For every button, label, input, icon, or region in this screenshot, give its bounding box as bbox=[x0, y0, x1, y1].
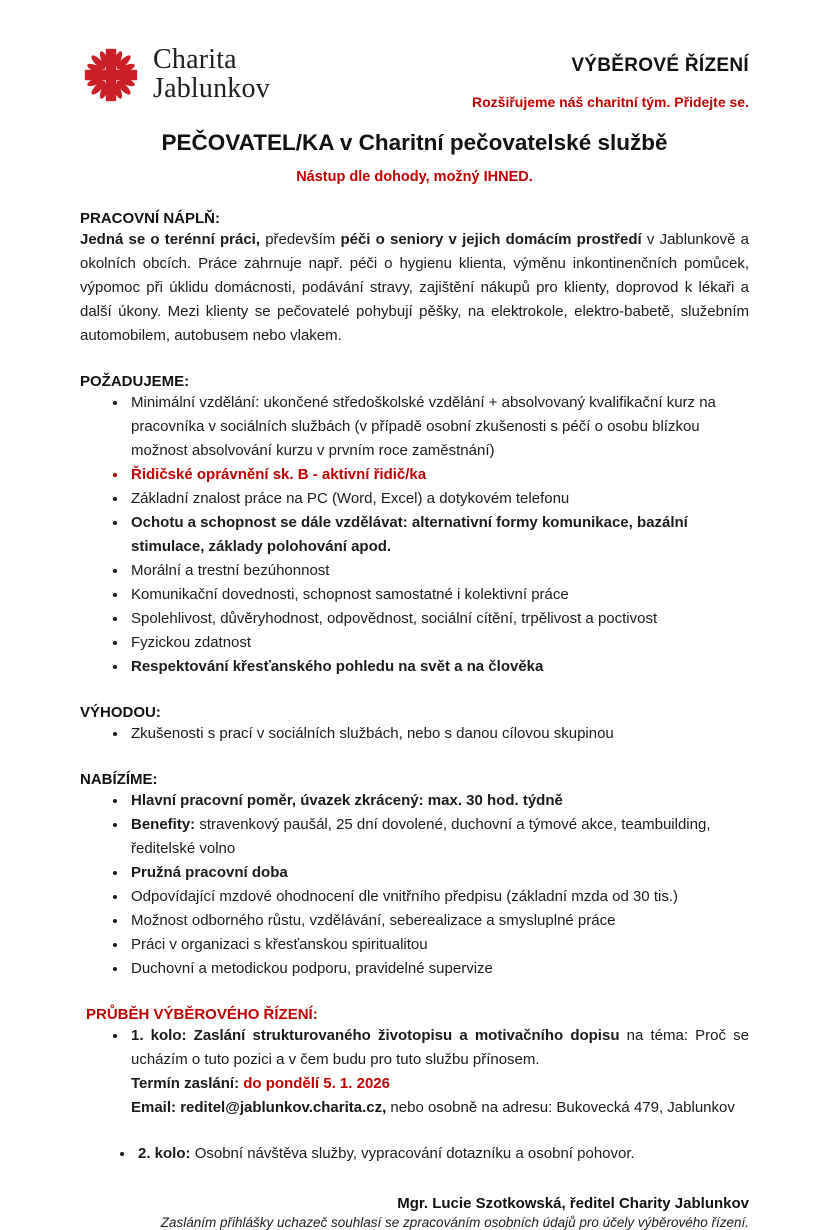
page-footer bbox=[80, 1195, 749, 1230]
text-run: do pondělí 5. 1. 2026 bbox=[243, 1075, 390, 1092]
section-pozadujeme bbox=[80, 373, 749, 679]
text-run: Benefity: bbox=[131, 816, 200, 833]
logo bbox=[80, 42, 270, 108]
text-run: Komunikační dovednosti, schopnost samostatné i kolektivní práce bbox=[131, 586, 569, 603]
text-run: péči o seniory v jejich domácím prostředí bbox=[340, 231, 647, 248]
text-run: Možnost odborného růstu, vzdělávání, seberealizace a smysluplné práce bbox=[131, 912, 616, 929]
list-item bbox=[128, 957, 749, 981]
text-run: Základní znalost práce na PC (Word, Excel) a dotykovém telefonu bbox=[131, 490, 570, 507]
signature: Mgr. Lucie Szotkowská, ředitel Charity Jablunkov bbox=[397, 1195, 749, 1212]
list-item bbox=[128, 655, 749, 679]
text-run: Termín zaslání: bbox=[131, 1075, 244, 1092]
text-run: Hlavní pracovní poměr, úvazek zkrácený: max. 30 hod. týdně bbox=[131, 792, 563, 809]
text-run: Řidičské oprávnění sk. B - aktivní řidič/ka bbox=[131, 466, 427, 483]
bullet-list bbox=[80, 722, 749, 746]
text-run: Respektování křesťanského pohledu na svět a na člověka bbox=[131, 658, 544, 675]
list-item bbox=[128, 631, 749, 655]
section-pracovni-napln bbox=[80, 210, 754, 348]
text-run: Spolehlivost, důvěryhodnost, odpovědnost, sociální cítění, trpělivost a poctivost bbox=[131, 610, 658, 627]
section-heading: PRŮBĚH VÝBĚROVÉHO ŘÍZENÍ: bbox=[86, 1006, 318, 1023]
section-vyhodou bbox=[80, 704, 749, 746]
list-item bbox=[128, 861, 749, 885]
logo-line-2: Jablunkov bbox=[153, 73, 270, 104]
section-heading: POŽADUJEME: bbox=[80, 373, 190, 390]
text-run: Morální a trestní bezúhonnost bbox=[131, 562, 330, 579]
text-run: Jedná se o terénní práci, bbox=[80, 231, 266, 248]
list-item bbox=[128, 391, 749, 463]
consent-note: Zasláním přihlášky uchazeč souhlasí se zpracováním osobních údajů pro účely výběrového řízení. bbox=[160, 1215, 749, 1230]
sections-container bbox=[80, 210, 754, 1166]
section-prubeh-rizeni bbox=[80, 1006, 754, 1166]
text-run: Odpovídající mzdové ohodnocení dle vnitřního předpisu (základní mzda od 30 tis.) bbox=[131, 888, 678, 905]
list-item bbox=[128, 583, 749, 607]
list-item bbox=[128, 487, 749, 511]
section-paragraph bbox=[80, 228, 754, 348]
email-address: reditel@jablunkov.charita.cz, bbox=[180, 1099, 387, 1116]
section-heading: PRACOVNÍ NÁPLŇ: bbox=[80, 210, 221, 227]
text-run: v Jablunkově a okolních obcích. Práce zahrnuje např. péči o hygienu klienta, výměnu inkontinenčních pomůcek, výpomoc při úklidu domácnosti, podávání stravy, zajištění nákupů pro klienty, doprovod k lékaři a další úkony. Mezi klienty se pečovatelé pohybují pěšky, na elektrokole, elektro-babetě, služebním automobilem, autobusem nebo vlakem. bbox=[80, 231, 754, 344]
text-run: Duchovní a metodickou podporu, pravidelné supervize bbox=[131, 960, 493, 977]
list-item bbox=[128, 789, 749, 813]
header-right bbox=[472, 42, 749, 110]
text-run: Zkušenosti s prací v sociálních službách, nebo s danou cílovou skupinou bbox=[131, 725, 614, 742]
list-item bbox=[128, 511, 749, 559]
list-item bbox=[128, 909, 749, 933]
list-item bbox=[128, 463, 749, 487]
text-run: Osobní návštěva služby, vypracování dotazníku a osobní pohovor. bbox=[194, 1145, 635, 1162]
text-run: Email: bbox=[131, 1099, 181, 1116]
list-item bbox=[135, 1142, 749, 1166]
list-item bbox=[128, 933, 749, 957]
bullet-list bbox=[80, 1024, 754, 1166]
list-item bbox=[128, 813, 749, 861]
text-run: na téma: Proč se ucházím o tuto pozici a v čem budu pro tuto službu přínosem. bbox=[131, 1027, 754, 1068]
caritas-cross-icon bbox=[80, 42, 142, 108]
list-item bbox=[128, 559, 749, 583]
text-run: Ochotu a schopnost se dále vzdělávat: alternativní formy komunikace, bazální stimulace, základy polohování apod. bbox=[131, 514, 692, 555]
list-item bbox=[128, 722, 749, 746]
text-run: především bbox=[265, 231, 341, 248]
list-item bbox=[128, 1024, 754, 1120]
document-type-heading: VÝBĚROVÉ ŘÍZENÍ bbox=[571, 55, 749, 76]
job-title: PEČOVATEL/KA v Charitní pečovatelské službě bbox=[161, 130, 668, 155]
recruitment-tagline: Rozšiřujeme náš charitní tým. Přidejte se. bbox=[472, 94, 749, 110]
text-run: stravenkový paušál, 25 dní dovolené, duchovní a týmové akce, teambuilding, ředitelské volno bbox=[131, 816, 715, 857]
section-nabizime bbox=[80, 771, 749, 981]
text-run: Pružná pracovní doba bbox=[131, 864, 288, 881]
text-run: 1. kolo: Zaslání strukturovaného životopisu a motivačního dopisu bbox=[131, 1027, 627, 1044]
list-item bbox=[128, 885, 749, 909]
page-header bbox=[80, 42, 749, 110]
text-run: 2. kolo: bbox=[138, 1145, 195, 1162]
logo-line-1: Charita bbox=[153, 44, 237, 76]
text-run: Fyzickou zdatnost bbox=[131, 634, 252, 651]
text-run: nebo osobně na adresu: Bukovecká 479, Jablunkov bbox=[386, 1099, 735, 1116]
text-run: Práci v organizaci s křesťanskou spiritualitou bbox=[131, 936, 428, 953]
bullet-list bbox=[80, 789, 749, 981]
logo-wordmark bbox=[153, 46, 270, 104]
section-heading: VÝHODOU: bbox=[80, 704, 161, 721]
bullet-list bbox=[80, 391, 749, 679]
start-date-note: Nástup dle dohody, možný IHNED. bbox=[296, 169, 533, 185]
section-heading: NABÍZÍME: bbox=[80, 771, 158, 788]
text-run: Minimální vzdělání: ukončené středoškolské vzdělání + absolvovaný kvalifikační kurz na pracovníka v sociálních službách (v případě osobní zkušenosti s péčí o osobu blízkou možnost absolvování kurzu v prvním roce zaměstnání) bbox=[131, 394, 721, 459]
list-item bbox=[128, 607, 749, 631]
